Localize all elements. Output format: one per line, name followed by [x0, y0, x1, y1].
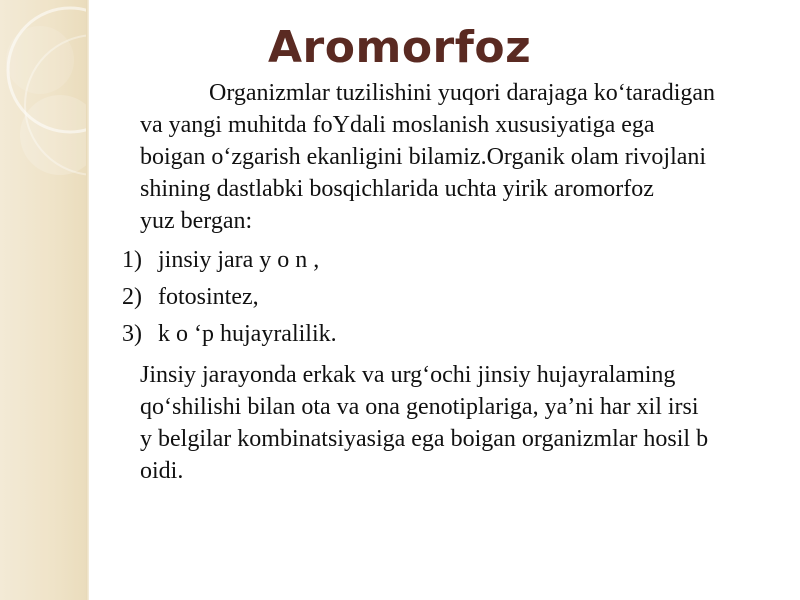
closing-line: Jinsiy jarayonda erkak va urg‘ochi jinsiy hujayralaming — [140, 362, 676, 388]
list-number: 2) — [122, 284, 142, 310]
panel-edge-divider — [86, 0, 89, 600]
slide-title: Aromorfoz — [268, 22, 532, 73]
decorative-swirl-graphic — [0, 0, 88, 600]
intro-line: va yangi muhitda foYdali moslanish xususiyatiga ega — [140, 112, 655, 138]
closing-line: y belgilar kombinatsiyasiga ega boigan organizmlar hosil b — [140, 426, 709, 452]
list-item — [122, 281, 259, 313]
intro-line: yuz bergan: — [140, 208, 253, 234]
intro-line: boigan o‘zgarish ekanligini bilamiz.Organik olam rivojlani — [140, 144, 707, 170]
list-text: jinsiy jara y o n , — [158, 247, 320, 273]
closing-line: qo‘shilishi bilan ota va ona genotiplariga, ya’ni har xil irsi — [140, 394, 699, 420]
list-text: fotosintez, — [158, 284, 259, 310]
list-number: 3) — [122, 321, 142, 347]
list-item — [122, 318, 337, 350]
intro-line: Organizmlar tuzilishini yuqori darajaga ko‘taradigan — [209, 80, 716, 106]
closing-line: oidi. — [140, 458, 184, 484]
list-text: k o ‘p hujayralilik. — [158, 321, 337, 347]
intro-line: shining dastlabki bosqichlarida uchta yirik aromorfoz — [140, 176, 654, 202]
decorative-side-panel — [0, 0, 88, 600]
list-item — [122, 244, 319, 276]
list-number: 1) — [122, 247, 142, 273]
